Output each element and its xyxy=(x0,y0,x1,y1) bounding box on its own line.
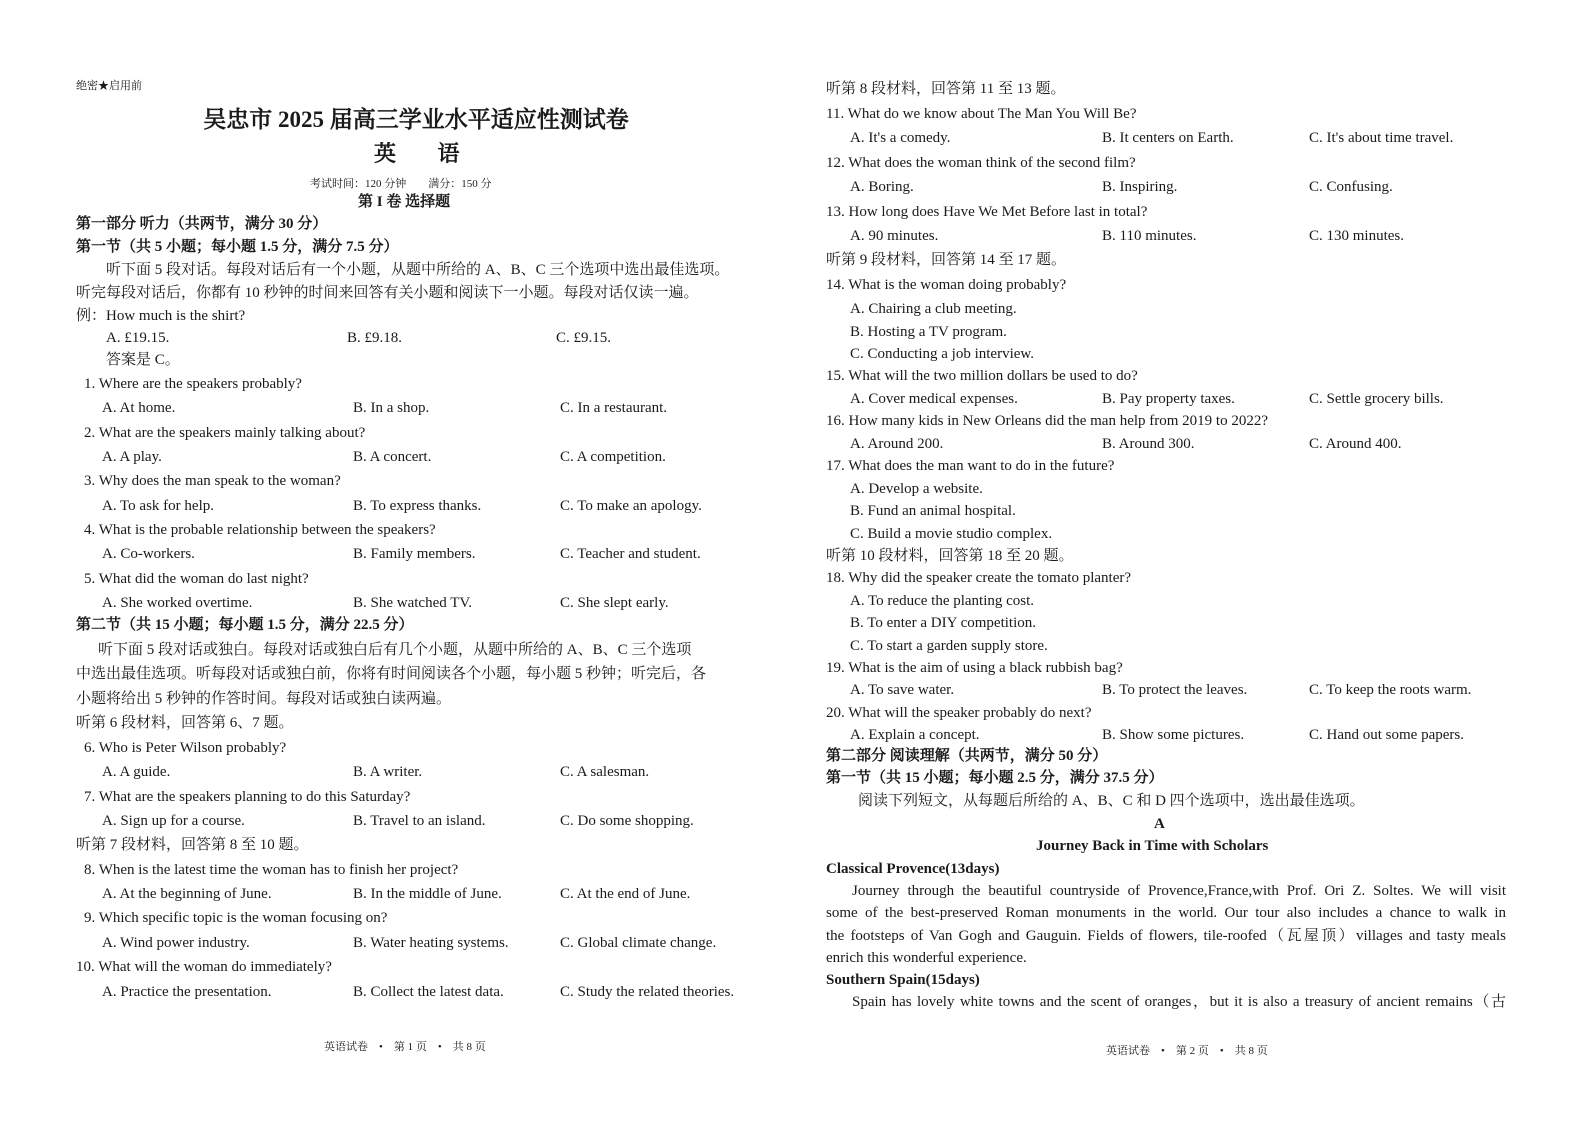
material-10-heading: 听第 10 段材料，回答第 18 至 20 题。 xyxy=(826,548,1074,564)
option-c: C. Hand out some papers. xyxy=(1309,727,1464,743)
question-6: 6. Who is Peter Wilson probably? xyxy=(84,740,287,756)
option-a: A. Explain a concept. xyxy=(850,727,980,743)
option-c: C. At the end of June. xyxy=(560,886,691,902)
option-b: B. £9.18. xyxy=(347,330,403,346)
instructions-line: 听下面 5 段对话。每段对话后有一个小题，从题中所给的 A、B、C 三个选项中选出最佳选项。 xyxy=(106,262,730,278)
question-15: 15. What will the two million dollars be used to do? xyxy=(826,368,1138,384)
question-19: 19. What is the aim of using a black rubbish bag? xyxy=(826,660,1123,676)
passage-title: Journey Back in Time with Scholars xyxy=(1036,838,1269,854)
question-4: 4. What is the probable relationship between the speakers? xyxy=(84,522,436,538)
material-7-heading: 听第 7 段材料，回答第 8 至 10 题。 xyxy=(76,837,309,853)
question-2: 2. What are the speakers mainly talking about? xyxy=(84,425,366,441)
option-a: A. Practice the presentation. xyxy=(102,984,272,1000)
question-5: 5. What did the woman do last night? xyxy=(84,571,309,587)
option-c: C. It's about time travel. xyxy=(1309,130,1454,146)
instructions-line: 小题将给出 5 秒钟的作答时间。每段对话或独白读两遍。 xyxy=(76,691,452,707)
option-c: C. Do some shopping. xyxy=(560,813,694,829)
page-footer: 英语试卷 • 第 1 页 • 共 8 页 xyxy=(324,1041,486,1053)
question-8: 8. When is the latest time the woman has to finish her project? xyxy=(84,862,459,878)
option-c: C. Conducting a job interview. xyxy=(850,346,1034,362)
option-c: C. To start a garden supply store. xyxy=(850,638,1048,654)
option-c: C. In a restaurant. xyxy=(560,400,668,416)
option-a: A. Wind power industry. xyxy=(102,935,250,951)
paragraph-line: Journey through the beautiful countryside of Provence,France,with Prof. Ori Z. Soltes. We will visit xyxy=(852,883,1506,899)
option-b: B. Hosting a TV program. xyxy=(850,324,1007,340)
option-b: B. To protect the leaves. xyxy=(1102,682,1248,698)
option-b: B. A concert. xyxy=(353,449,432,465)
option-a: A. £19.15. xyxy=(106,330,170,346)
question-9: 9. Which specific topic is the woman focusing on? xyxy=(84,910,388,926)
option-c: C. To keep the roots warm. xyxy=(1309,682,1472,698)
exam-title: 吴忠市 2025 届高三学业水平适应性测试卷 xyxy=(203,107,629,132)
option-c: C. Study the related theories. xyxy=(560,984,735,1000)
option-c: C. Teacher and student. xyxy=(560,546,701,562)
option-a: A. Co-workers. xyxy=(102,546,195,562)
part1-heading: 第一部分 听力（共两节，满分 30 分） xyxy=(76,216,328,232)
option-b: B. In a shop. xyxy=(353,400,430,416)
instructions-line: 听下面 5 段对话或独白。每段对话或独白后有几个小题，从题中所给的 A、B、C 三个选项 xyxy=(98,642,692,658)
option-a: A. She worked overtime. xyxy=(102,595,253,611)
option-a: A. Chairing a club meeting. xyxy=(850,301,1017,317)
question-14: 14. What is the woman doing probably? xyxy=(826,277,1067,293)
option-b: B. Around 300. xyxy=(1102,436,1195,452)
option-b: B. To enter a DIY competition. xyxy=(850,615,1036,631)
subject-title: 英 语 xyxy=(374,141,478,166)
option-c: C. To make an apology. xyxy=(560,498,702,514)
option-c: C. She slept early. xyxy=(560,595,669,611)
subheading-spain: Southern Spain(15days) xyxy=(826,972,980,988)
part2-heading: 第二部分 阅读理解（共两节，满分 50 分） xyxy=(826,748,1108,764)
instructions-line: 中选出最佳选项。听每段对话或独白前，你将有时间阅读各个小题，每小题 5 秒钟；听完后，各 xyxy=(76,666,707,682)
paragraph-line: the footsteps of Van Gogh and Gauguin. Fields of flowers, tile-roofed（瓦屋顶）villages and tasty meals xyxy=(826,928,1506,944)
option-c: C. Global climate change. xyxy=(560,935,717,951)
paragraph-line: some of the best-preserved Roman monuments in the world. Our tour also includes a chance to walk in xyxy=(826,905,1506,921)
option-c: C. £9.15. xyxy=(556,330,612,346)
option-b: B. A writer. xyxy=(353,764,423,780)
option-a: A. It's a comedy. xyxy=(850,130,951,146)
question-12: 12. What does the woman think of the second film? xyxy=(826,155,1136,171)
option-a: A. To reduce the planting cost. xyxy=(850,593,1035,609)
question-17: 17. What does the man want to do in the future? xyxy=(826,458,1115,474)
option-a: A. At the beginning of June. xyxy=(102,886,272,902)
option-b: B. In the middle of June. xyxy=(353,886,502,902)
question-16: 16. How many kids in New Orleans did the man help from 2019 to 2022? xyxy=(826,413,1269,429)
option-b: B. Family members. xyxy=(353,546,476,562)
instructions-line: 听完每段对话后，你都有 10 秒钟的时间来回答有关小题和阅读下一小题。每段对话仅读一遍。 xyxy=(76,285,699,301)
option-b: B. It centers on Earth. xyxy=(1102,130,1234,146)
option-c: C. 130 minutes. xyxy=(1309,228,1405,244)
option-c: C. Around 400. xyxy=(1309,436,1402,452)
option-a: A. Cover medical expenses. xyxy=(850,391,1018,407)
exam-info: 考试时间：120 分钟 满分：150 分 xyxy=(310,178,492,190)
volume-heading: 第 I 卷 选择题 xyxy=(358,194,451,210)
question-10: 10. What will the woman do immediately? xyxy=(76,959,332,975)
option-c: C. A competition. xyxy=(560,449,666,465)
option-b: B. Show some pictures. xyxy=(1102,727,1245,743)
example-question: 例：How much is the shirt? xyxy=(76,308,246,324)
subheading-provence: Classical Provence(13days) xyxy=(826,861,1000,877)
passage-letter: A xyxy=(1154,816,1165,832)
option-a: A. A guide. xyxy=(102,764,171,780)
reading-instructions: 阅读下列短文，从每题后所给的 A、B、C 和 D 四个选项中，选出最佳选项。 xyxy=(858,793,1365,809)
paragraph-line: Spain has lovely white towns and the scent of oranges，but it is also a treasury of ancient remains（古 xyxy=(852,994,1506,1010)
option-c: C. Confusing. xyxy=(1309,179,1393,195)
material-9-heading: 听第 9 段材料，回答第 14 至 17 题。 xyxy=(826,252,1067,268)
section1-heading: 第一节（共 5 小题；每小题 1.5 分，满分 7.5 分） xyxy=(76,239,399,255)
section2-heading: 第二节（共 15 小题；每小题 1.5 分，满分 22.5 分） xyxy=(76,617,414,633)
page-footer: 英语试卷 • 第 2 页 • 共 8 页 xyxy=(1106,1045,1268,1057)
option-b: B. 110 minutes. xyxy=(1102,228,1197,244)
option-c: C. Settle grocery bills. xyxy=(1309,391,1444,407)
part2-section1-heading: 第一节（共 15 小题；每小题 2.5 分，满分 37.5 分） xyxy=(826,770,1164,786)
question-20: 20. What will the speaker probably do next? xyxy=(826,705,1092,721)
option-b: B. Inspiring. xyxy=(1102,179,1178,195)
option-a: A. Around 200. xyxy=(850,436,944,452)
question-3: 3. Why does the man speak to the woman? xyxy=(84,473,341,489)
option-b: B. She watched TV. xyxy=(353,595,473,611)
question-7: 7. What are the speakers planning to do this Saturday? xyxy=(84,789,411,805)
option-a: A. A play. xyxy=(102,449,162,465)
option-a: A. To save water. xyxy=(850,682,955,698)
question-11: 11. What do we know about The Man You Will Be? xyxy=(826,106,1137,122)
option-b: B. Pay property taxes. xyxy=(1102,391,1235,407)
option-b: B. Water heating systems. xyxy=(353,935,509,951)
question-18: 18. Why did the speaker create the tomato planter? xyxy=(826,570,1132,586)
example-answer: 答案是 C。 xyxy=(106,352,180,368)
option-a: A. To ask for help. xyxy=(102,498,214,514)
question-1: 1. Where are the speakers probably? xyxy=(84,376,302,392)
option-c: C. A salesman. xyxy=(560,764,650,780)
option-a: A. 90 minutes. xyxy=(850,228,939,244)
question-13: 13. How long does Have We Met Before last in total? xyxy=(826,204,1148,220)
paragraph-line: enrich this wonderful experience. xyxy=(826,950,1027,966)
option-b: B. Travel to an island. xyxy=(353,813,486,829)
option-b: B. To express thanks. xyxy=(353,498,482,514)
option-a: A. Develop a website. xyxy=(850,481,983,497)
confidential-label: 绝密★启用前 xyxy=(76,80,142,92)
material-8-heading: 听第 8 段材料，回答第 11 至 13 题。 xyxy=(826,81,1066,97)
option-b: B. Fund an animal hospital. xyxy=(850,503,1016,519)
option-b: B. Collect the latest data. xyxy=(353,984,504,1000)
option-a: A. Boring. xyxy=(850,179,914,195)
material-6-heading: 听第 6 段材料，回答第 6、7 题。 xyxy=(76,715,294,731)
option-c: C. Build a movie studio complex. xyxy=(850,526,1053,542)
option-a: A. Sign up for a course. xyxy=(102,813,245,829)
option-a: A. At home. xyxy=(102,400,176,416)
